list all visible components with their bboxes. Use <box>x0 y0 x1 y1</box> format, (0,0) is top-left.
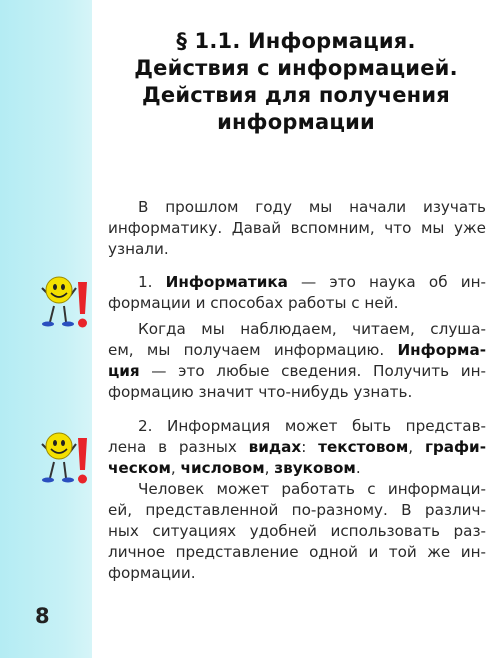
exclamation-icon <box>74 436 90 486</box>
section2-p1-line1: 2. Информация может быть представ- <box>138 417 486 435</box>
title-line-1: § 1.1. Информация. <box>176 29 416 53</box>
term-graficheskom: графи- <box>424 438 487 456</box>
section1-p2-line2 <box>108 340 486 361</box>
term-zvukovom: звуковом <box>274 459 356 477</box>
text-run: 1. <box>138 273 166 291</box>
section1-p1-line2: формации и способах работы с ней. <box>108 294 399 312</box>
text-run: — это любые сведения. Получить ин- <box>139 362 486 380</box>
section2-p2-line2: ей, представленной по-разному. В различ- <box>108 501 486 519</box>
section2-p2-line3: ных ситуациях удобней использовать раз- <box>108 522 486 540</box>
text-run: , <box>408 438 425 456</box>
intro-paragraph <box>108 197 486 260</box>
section2-p2-line5: формации. <box>108 564 196 582</box>
section2-p2-line4: личное представление одной и той же ин- <box>108 543 486 561</box>
text-run: , <box>264 459 275 477</box>
text-run: : <box>301 438 319 456</box>
section1-paragraph1 <box>108 272 486 314</box>
section2-p1-line2 <box>108 437 486 458</box>
term-informatika: Информатика <box>165 273 288 291</box>
section2-paragraph1 <box>108 416 486 479</box>
intro-line-1: В прошлом году мы начали изучать <box>138 198 486 216</box>
term-informatsiya-end: ция <box>108 362 140 380</box>
section1-p1-line1 <box>108 272 486 293</box>
section1-p2-line4: формацию значит что-нибудь узнать. <box>108 383 413 401</box>
text-run: ем, мы получаем информацию. <box>108 341 398 359</box>
text-run: , <box>170 459 181 477</box>
title-line-4: информации <box>217 110 375 134</box>
page-number: 8 <box>35 604 50 628</box>
section2-p1-line3 <box>108 458 486 479</box>
term-graficheskom-end: ческом <box>108 459 171 477</box>
text-run: . <box>355 459 361 477</box>
section1-p2-line1: Когда мы наблюдаем, читаем, слуша- <box>138 320 486 338</box>
title-line-3: Действия для получения <box>142 83 450 107</box>
intro-line-3: узнали. <box>108 240 169 258</box>
section2-paragraph2 <box>108 479 486 584</box>
term-vidy: видах <box>248 438 302 456</box>
term-tekstovom: текстовом <box>318 438 409 456</box>
section1-paragraph2 <box>108 319 486 403</box>
term-chislovom: числовом <box>180 459 265 477</box>
term-informatsiya: Информа- <box>397 341 486 359</box>
exclamation-icon <box>74 280 90 330</box>
text-run: лена в разных <box>108 438 249 456</box>
section1-p2-line3 <box>108 361 486 382</box>
intro-line-2: информатику. Давай вспомним, что мы уже <box>108 219 486 237</box>
text-run: — это наука об ин- <box>287 273 486 291</box>
section-title <box>92 28 500 136</box>
section2-p2-line1: Человек может работать с информаци- <box>138 480 486 498</box>
title-line-2: Действия с информацией. <box>134 56 458 80</box>
